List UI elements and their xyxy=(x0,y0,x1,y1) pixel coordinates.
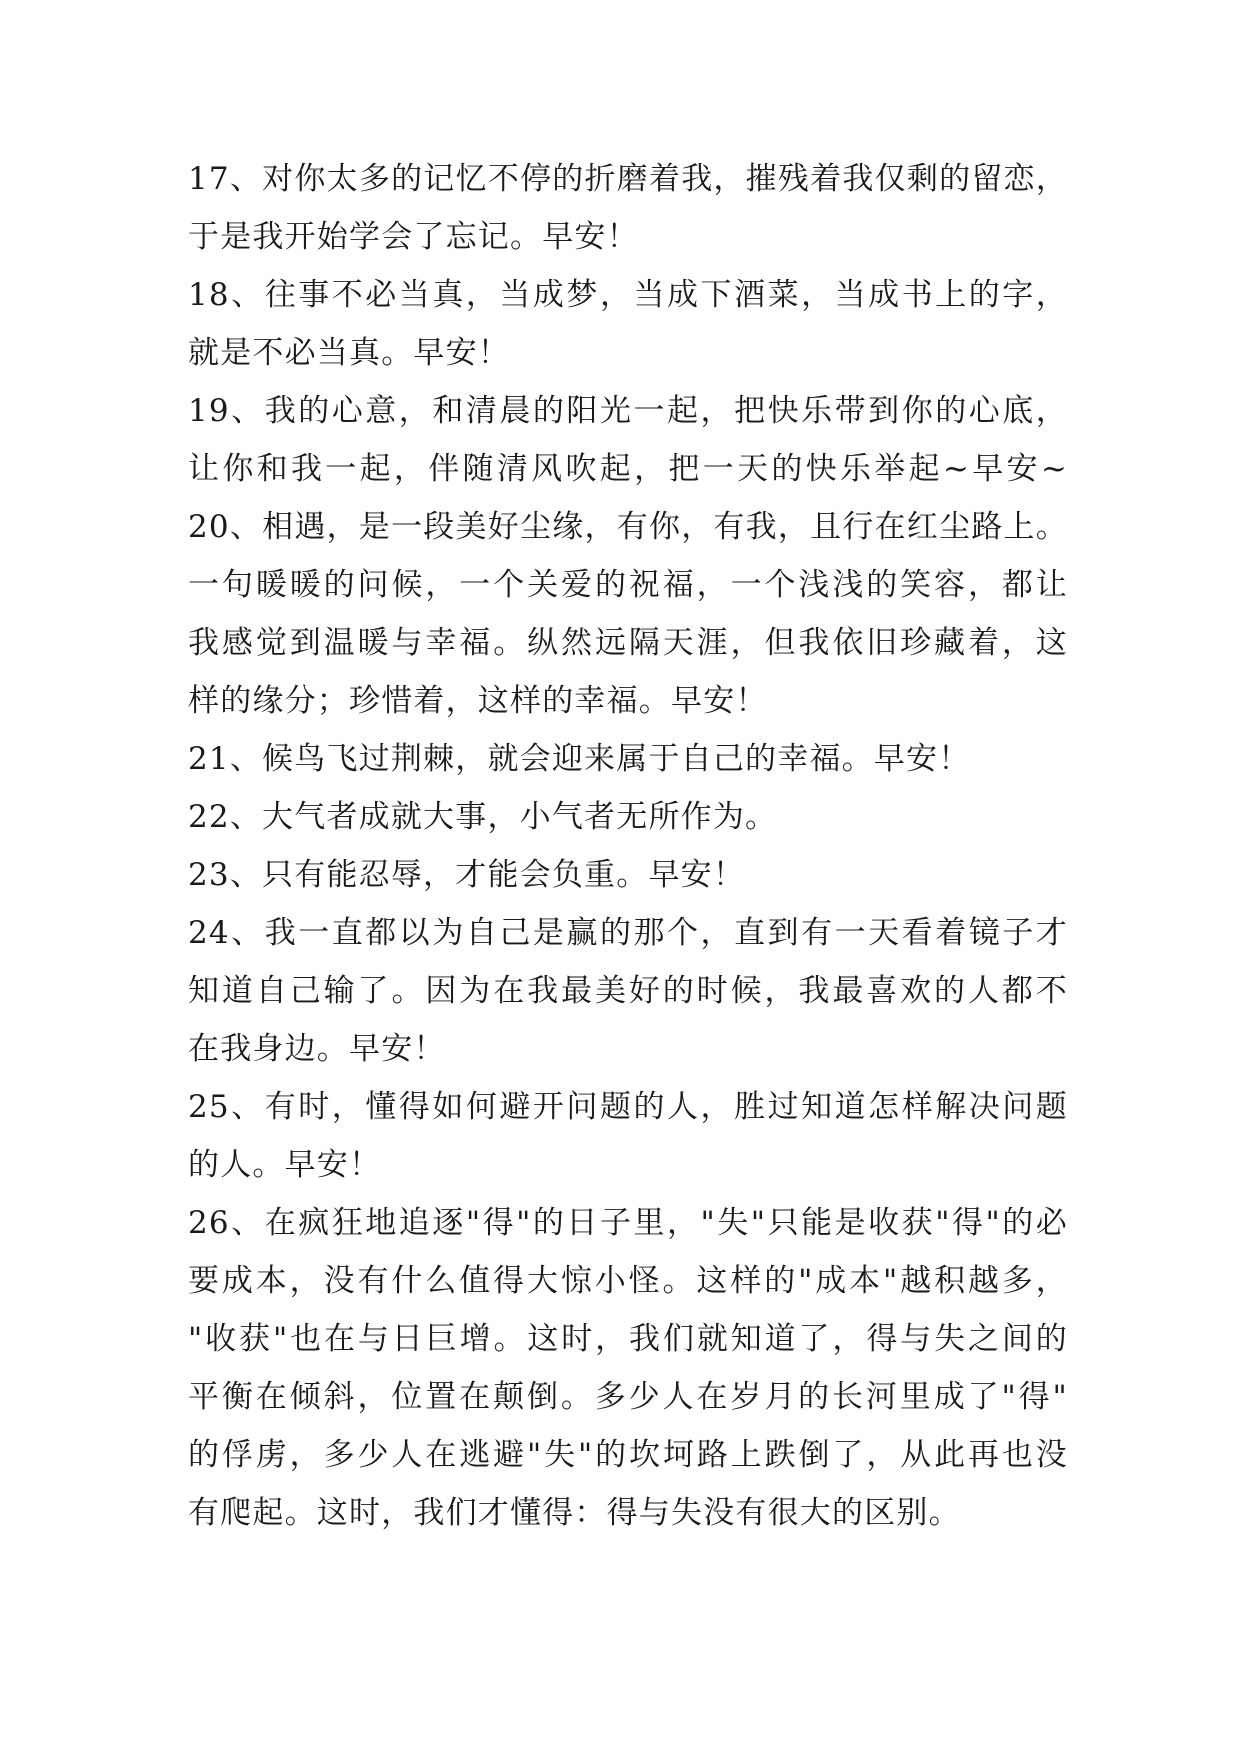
text-line: 的人。早安！ xyxy=(188,1147,382,1183)
text-line: 我感觉到温暖与幸福。纵然远隔天涯，但我依旧珍藏着，这 xyxy=(188,625,1068,661)
text-line: "收获"也在与日巨增。这时，我们就知道了，得与失之间的 xyxy=(188,1321,1068,1357)
text-line: 就是不必当真。早安！ xyxy=(188,335,510,371)
text-line: 样的缘分；珍惜着，这样的幸福。早安！ xyxy=(188,683,768,719)
text-line: 的俘虏，多少人在逃避"失"的坎坷路上跌倒了，从此再也没 xyxy=(188,1437,1068,1473)
text-line: 19、我的心意，和清晨的阳光一起，把快乐带到你的心底， xyxy=(188,393,1068,429)
text-line: 一句暖暖的问候，一个关爱的祝福，一个浅浅的笑容，都让 xyxy=(188,567,1068,603)
text-line: 21、候鸟飞过荆棘，就会迎来属于自己的幸福。早安！ xyxy=(188,741,971,777)
text-line: 24、我一直都以为自己是赢的那个，直到有一天看着镜子才 xyxy=(188,915,1068,951)
text-line: 17、对你太多的记忆不停的折磨着我，摧残着我仅剩的留恋， xyxy=(188,161,1068,197)
text-line: 在我身边。早安！ xyxy=(188,1031,446,1067)
text-line: 26、在疯狂地追逐"得"的日子里，"失"只能是收获"得"的必 xyxy=(188,1205,1068,1241)
text-line: 25、有时，懂得如何避开问题的人，胜过知道怎样解决问题 xyxy=(188,1089,1068,1125)
text-line: 有爬起。这时，我们才懂得：得与失没有很大的区别。 xyxy=(188,1495,961,1531)
text-line: 平衡在倾斜，位置在颠倒。多少人在岁月的长河里成了"得" xyxy=(188,1379,1068,1415)
text-line: 23、只有能忍辱，才能会负重。早安！ xyxy=(188,857,746,893)
text-line: 20、相遇，是一段美好尘缘，有你，有我，且行在红尘路上。 xyxy=(188,509,1068,545)
text-line: 22、大气者成就大事，小气者无所作为。 xyxy=(188,799,778,835)
text-line: 于是我开始学会了忘记。早安！ xyxy=(188,219,639,255)
document-body xyxy=(188,150,1068,1542)
text-line: 知道自己输了。因为在我最美好的时候，我最喜欢的人都不 xyxy=(188,973,1068,1009)
text-line: 让你和我一起，伴随清风吹起，把一天的快乐举起~早安~ xyxy=(188,451,1068,487)
text-line: 18、往事不必当真，当成梦，当成下酒菜，当成书上的字， xyxy=(188,277,1068,313)
text-line: 要成本，没有什么值得大惊小怪。这样的"成本"越积越多， xyxy=(188,1263,1068,1299)
